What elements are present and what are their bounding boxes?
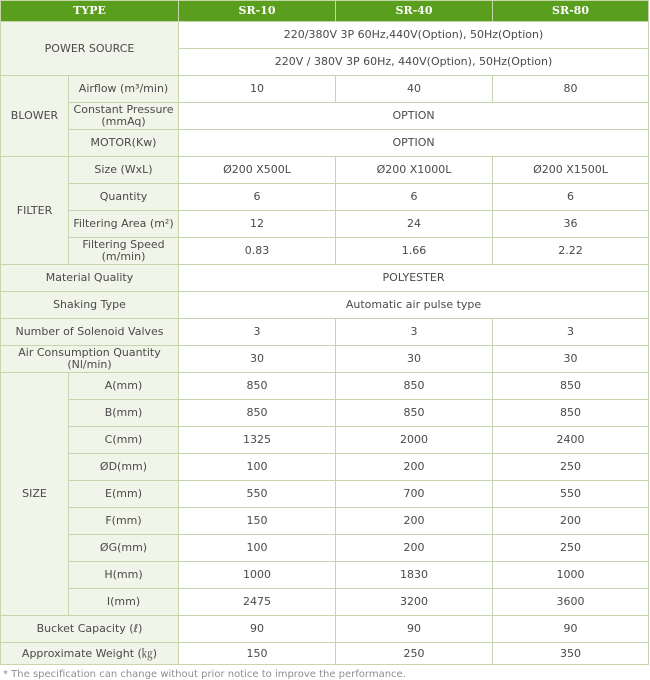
size-value: 200	[336, 508, 493, 535]
model-header: SR-80	[493, 1, 649, 22]
filter-size-value: Ø200 X500L	[179, 157, 336, 184]
bucket-label: Bucket Capacity (ℓ)	[1, 616, 179, 643]
size-value: 550	[179, 481, 336, 508]
size-row	[1, 373, 649, 400]
header-row	[1, 1, 649, 22]
blower-airflow-row	[1, 76, 649, 103]
size-dimension-label: ØD(mm)	[69, 454, 179, 481]
constant-pressure-value: OPTION	[179, 103, 649, 130]
size-row	[1, 481, 649, 508]
size-value: 200	[493, 508, 649, 535]
power-source-line1: 220/380V 3P 60Hz,440V(Option), 50Hz(Option)	[179, 22, 649, 49]
airflow-label: Airflow (m³/min)	[69, 76, 179, 103]
footnote: * The specification can change without prior notice to improve the performance.	[3, 669, 406, 680]
blower-pressure-row	[1, 103, 649, 130]
size-dimension-label: ØG(mm)	[69, 535, 179, 562]
filter-area-value: 12	[179, 211, 336, 238]
solenoid-value: 3	[179, 319, 336, 346]
size-value: 200	[336, 454, 493, 481]
power-source-label: POWER SOURCE	[1, 22, 179, 76]
size-row	[1, 589, 649, 616]
weight-value: 250	[336, 643, 493, 665]
weight-label: Approximate Weight (㎏)	[1, 643, 179, 665]
material-value: POLYESTER	[179, 265, 649, 292]
size-value: 150	[179, 508, 336, 535]
solenoid-value: 3	[493, 319, 649, 346]
size-value: 100	[179, 535, 336, 562]
size-value: 3200	[336, 589, 493, 616]
filter-quantity-label: Quantity	[69, 184, 179, 211]
filter-speed-row	[1, 238, 649, 265]
airflow-value: 40	[336, 76, 493, 103]
size-value: 3600	[493, 589, 649, 616]
size-value: 1325	[179, 427, 336, 454]
filter-quantity-row	[1, 184, 649, 211]
motor-label: MOTOR(Kw)	[69, 130, 179, 157]
bucket-row	[1, 616, 649, 643]
size-value: 250	[493, 454, 649, 481]
solenoid-row	[1, 319, 649, 346]
size-row	[1, 427, 649, 454]
filter-speed-value: 2.22	[493, 238, 649, 265]
solenoid-value: 3	[336, 319, 493, 346]
blower-motor-row	[1, 130, 649, 157]
filter-quantity-value: 6	[493, 184, 649, 211]
filter-area-row	[1, 211, 649, 238]
size-value: 700	[336, 481, 493, 508]
size-value: 250	[493, 535, 649, 562]
airflow-value: 10	[179, 76, 336, 103]
size-dimension-label: A(mm)	[69, 373, 179, 400]
filter-speed-value: 0.83	[179, 238, 336, 265]
weight-value: 150	[179, 643, 336, 665]
filter-quantity-value: 6	[336, 184, 493, 211]
filter-area-value: 36	[493, 211, 649, 238]
bucket-value: 90	[336, 616, 493, 643]
size-row	[1, 400, 649, 427]
model-header: SR-40	[336, 1, 493, 22]
filter-area-label: Filtering Area (m²)	[69, 211, 179, 238]
size-dimension-label: F(mm)	[69, 508, 179, 535]
filter-speed-value: 1.66	[336, 238, 493, 265]
filter-size-row	[1, 157, 649, 184]
solenoid-label: Number of Solenoid Valves	[1, 319, 179, 346]
size-value: 2475	[179, 589, 336, 616]
filter-area-value: 24	[336, 211, 493, 238]
size-group-label: SIZE	[1, 373, 69, 616]
size-value: 1000	[493, 562, 649, 589]
size-value: 850	[179, 373, 336, 400]
weight-row	[1, 643, 649, 665]
size-value: 2000	[336, 427, 493, 454]
shaking-row	[1, 292, 649, 319]
size-row	[1, 454, 649, 481]
motor-value: OPTION	[179, 130, 649, 157]
power-source-line2: 220V / 380V 3P 60Hz, 440V(Option), 50Hz(Option)	[179, 49, 649, 76]
filter-speed-label: Filtering Speed (m/min)	[69, 238, 179, 265]
filter-group-label: FILTER	[1, 157, 69, 265]
weight-value: 350	[493, 643, 649, 665]
filter-size-label: Size (WxL)	[69, 157, 179, 184]
bucket-value: 90	[493, 616, 649, 643]
size-dimension-label: H(mm)	[69, 562, 179, 589]
type-header: TYPE	[1, 1, 179, 22]
size-value: 850	[336, 373, 493, 400]
size-row	[1, 508, 649, 535]
size-value: 1830	[336, 562, 493, 589]
size-value: 850	[336, 400, 493, 427]
air-consumption-label: Air Consumption Quantity (Nl/min)	[1, 346, 179, 373]
size-value: 850	[493, 373, 649, 400]
model-header: SR-10	[179, 1, 336, 22]
constant-pressure-label: Constant Pressure (mmAq)	[69, 103, 179, 130]
airflow-value: 80	[493, 76, 649, 103]
air-consumption-value: 30	[336, 346, 493, 373]
size-dimension-label: C(mm)	[69, 427, 179, 454]
size-value: 1000	[179, 562, 336, 589]
size-row	[1, 562, 649, 589]
power-row	[1, 22, 649, 49]
size-value: 2400	[493, 427, 649, 454]
size-value: 850	[493, 400, 649, 427]
size-value: 550	[493, 481, 649, 508]
material-row	[1, 265, 649, 292]
shaking-label: Shaking Type	[1, 292, 179, 319]
size-row	[1, 535, 649, 562]
size-dimension-label: I(mm)	[69, 589, 179, 616]
size-value: 850	[179, 400, 336, 427]
material-label: Material Quality	[1, 265, 179, 292]
air-consumption-value: 30	[493, 346, 649, 373]
size-value: 200	[336, 535, 493, 562]
filter-size-value: Ø200 X1000L	[336, 157, 493, 184]
blower-group-label: BLOWER	[1, 76, 69, 157]
air-consumption-row	[1, 346, 649, 373]
filter-size-value: Ø200 X1500L	[493, 157, 649, 184]
shaking-value: Automatic air pulse type	[179, 292, 649, 319]
bucket-value: 90	[179, 616, 336, 643]
size-dimension-label: B(mm)	[69, 400, 179, 427]
air-consumption-value: 30	[179, 346, 336, 373]
size-dimension-label: E(mm)	[69, 481, 179, 508]
filter-quantity-value: 6	[179, 184, 336, 211]
size-value: 100	[179, 454, 336, 481]
